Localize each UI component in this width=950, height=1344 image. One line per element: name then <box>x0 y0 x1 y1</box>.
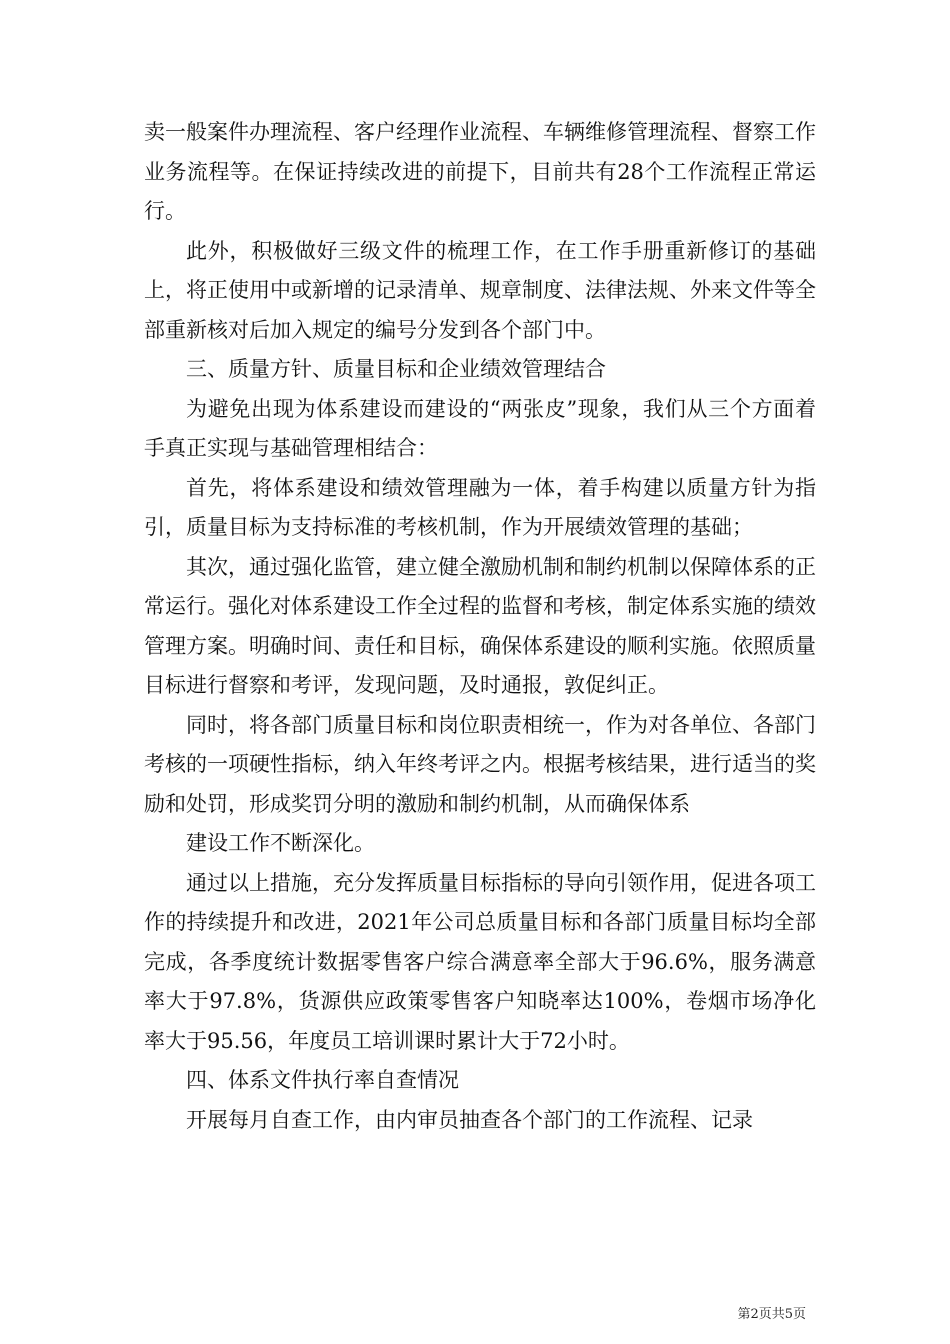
paragraph-6: 同时，将各部门质量目标和岗位职责相统一，作为对各单位、各部门考核的一项硬性指标，纳入年终考评之内。根据考核结果，进行适当的奖励和处罚，形成奖罚分明的激励和制约机制，从而确保体系 <box>144 712 816 816</box>
page-number: 第2页共5页 <box>737 1307 806 1322</box>
section-heading-3: 三、质量方针、质量目标和企业绩效管理结合 <box>186 357 606 381</box>
paragraph-4: 首先，将体系建设和绩效管理融为一体，着手构建以质量方针为指引，质量目标为支持标准的考核机制，作为开展绩效管理的基础； <box>144 475 816 539</box>
paragraph-5: 其次，通过强化监管，建立健全激励机制和制约机制以保障体系的正常运行。强化对体系建设工作全过程的监督和考核，制定体系实施的绩效管理方案。明确时间、责任和目标，确保体系建设的顺利实施。依照质量目标进行督察和考评，发现问题，及时通报，敦促纠正。 <box>144 554 816 697</box>
paragraph-9: 开展每月自查工作，由内审员抽查各个部门的工作流程、记录 <box>186 1107 753 1132</box>
paragraph-8: 通过以上措施，充分发挥质量目标指标的导向引领作用，促进各项工作的持续提升和改进，2021年公司总质量目标和各部门质量目标均全部完成，各季度统计数据零售客户综合满意率全部大于96.6%，服务满意率大于97.8%，货源供应政策零售客户知晓率达100%，卷烟市场净化率大于95.56，年度员工培训课时累计大于72小时。 <box>144 870 816 1053</box>
section-heading-4: 四、体系文件执行率自查情况 <box>186 1068 459 1092</box>
paragraph-3: 为避免出现为体系建设而建设的“两张皮”现象，我们从三个方面着手真正实现与基础管理相结合： <box>144 396 816 460</box>
paragraph-7: 建设工作不断深化。 <box>186 831 375 855</box>
document-body <box>144 113 816 1140</box>
paragraph-1-continued: 卖一般案件办理流程、客户经理作业流程、车辆维修管理流程、督察工作业务流程等。在保证持续改进的前提下，目前共有28个工作流程正常运行。 <box>144 120 816 223</box>
paragraph-2: 此外，积极做好三级文件的梳理工作，在工作手册重新修订的基础上，将正使用中或新增的记录清单、规章制度、法律法规、外来文件等全部重新核对后加入规定的编号分发到各个部门中。 <box>144 238 816 342</box>
